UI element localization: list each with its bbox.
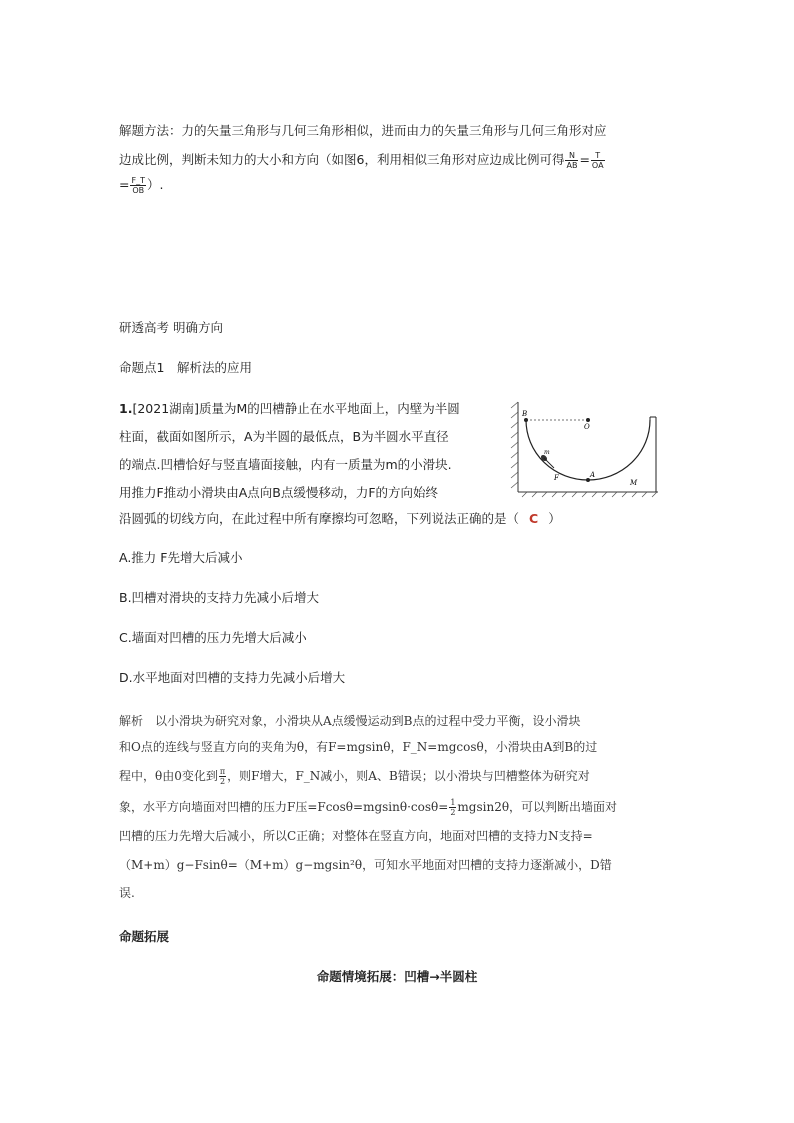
option-a: A.推力 F先增大后减小 [119,550,243,565]
option-d: D.水平地面对凹槽的支持力先减小后增大 [119,670,346,685]
question-line-3: 的端点.凹槽恰好与竖直墙面接触，内有一质量为m的小滑块. [119,457,452,472]
label-b: B [522,410,528,418]
label-m: m [544,449,550,456]
groove-figure [510,398,662,498]
point-b [524,418,528,422]
ground-hatch [522,492,657,497]
wall-hatch [511,402,518,488]
fraction-ft-ob: $\frac{F\_T}{OB}$ [131,176,145,195]
method-line-2: 边成比例，判断未知力的大小和方向（如图6，利用相似三角形对应边成比例可得 $\frac{N}{AB}$ = $\frac{T}{OA}$ [119,151,604,170]
point-o [586,418,590,422]
fraction-one-half: $\frac{1}{2}$ [450,798,456,817]
label-f: F [554,474,559,482]
label-big-m: M [630,479,638,487]
question-line-2: 柱面，截面如图所示，A为半圆的最低点，B为半圆水平直径 [119,429,449,444]
scenario-title: 命题情境拓展：凹槽→半圆柱 [316,969,478,984]
question-line-4: 用推力F推动小滑块由A点向B点缓慢移动，力F的方向始终 [119,485,439,500]
question-line-5: 沿圆弧的切线方向，在此过程中所有摩擦均可忽略，下列说法正确的是（ C ） [119,511,561,526]
analysis-line-6: （M+m）g−Fsinθ=（M+m）g−mgsin²θ，可知水平地面对凹槽的支持力逐渐减小，D错 [119,858,612,872]
fraction-n-ab: $\frac{N}{AB}$ [566,151,578,170]
fraction-pi-2: $\frac{\pi}{2}$ [219,767,226,786]
analysis-line-4: 象，水平方向墙面对凹槽的压力F压=Fcosθ=mgsinθ·cosθ= $\frac{1}{2}$ mgsin2θ，可以判断出墙面对 [119,798,618,817]
analysis-line-5: 凹槽的压力先增大后减小，所以C正确；对整体在竖直方向，地面对凹槽的支持力N支持= [119,829,593,843]
method-line-3: = $\frac{F\_T}{OB}$ ）. [119,176,164,195]
question-line-1: 1.[2021湖南]质量为M的凹槽静止在水平地面上，内壁为半圆 [119,401,460,416]
method-line-1: 解题方法：力的矢量三角形与几何三角形相似，进而由力的矢量三角形与几何三角形对应 [119,123,607,138]
expand-title: 命题拓展 [119,929,170,944]
option-b: B.凹槽对滑块的支持力先减小后增大 [119,590,320,605]
method-line-2-text: 边成比例，判断未知力的大小和方向（如图6，利用相似三角形对应边成比例可得 [119,152,565,167]
answer-mark: C [529,511,539,526]
section-title: 研透高考 明确方向 [119,320,223,335]
fraction-t-oa: $\frac{T}{OA}$ [591,151,604,170]
analysis-line-2: 和O点的连线与竖直方向的夹角为θ，有F=mgsinθ，F_N=mgcosθ，小滑块由A到B的过 [119,740,598,754]
label-o: O [584,423,590,431]
analysis-line-3: 程中，θ由0变化到 $\frac{\pi}{2}$ ，则F增大，F_N减小，则A、B错误；以小滑块与凹槽整体为研究对 [119,767,590,786]
option-c: C.墙面对凹槽的压力先增大后减小 [119,630,307,645]
analysis-line-1: 解析 以小滑块为研究对象，小滑块从A点缓慢运动到B点的过程中受力平衡，设小滑块 [119,714,581,728]
analysis-line-7: 误. [119,886,135,900]
topic-title: 命题点1 解析法的应用 [119,360,252,375]
label-a: A [590,471,596,479]
